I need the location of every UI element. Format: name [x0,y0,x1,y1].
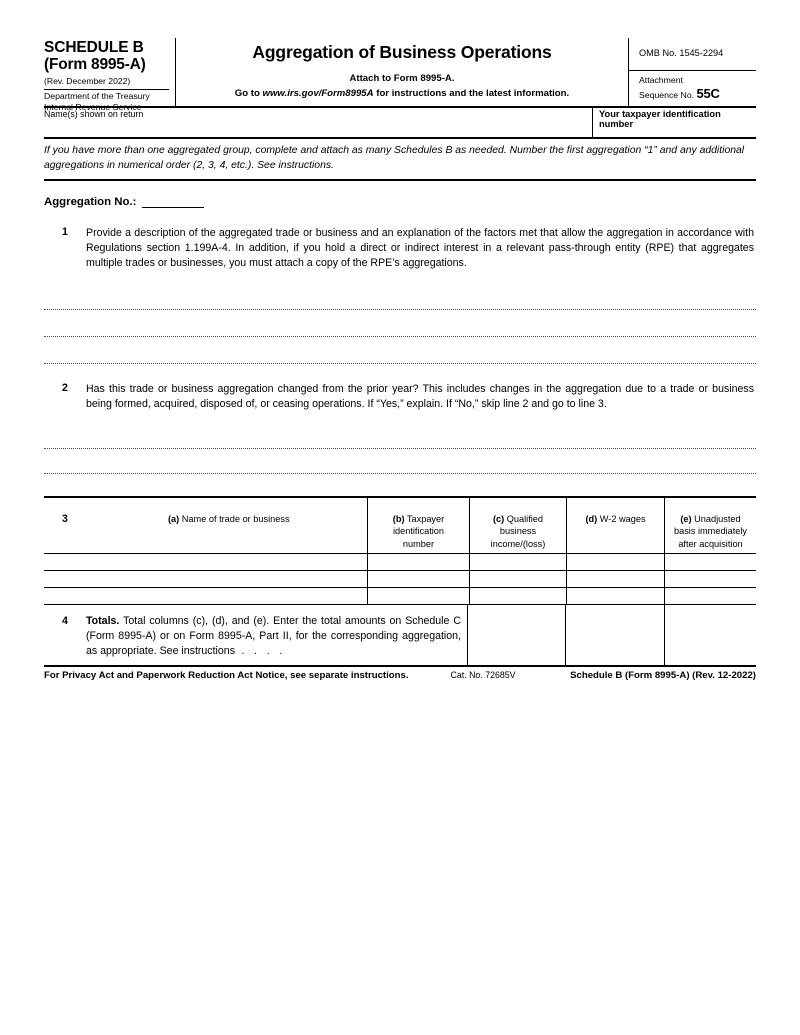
table-row [44,571,756,588]
cell-unadjusted-basis[interactable] [665,554,756,570]
column-b-line-1 [368,513,469,525]
cell-w2-wages[interactable] [567,588,665,604]
column-b-label-1: Taxpayer [406,514,445,525]
column-b-marker: (b) [392,514,405,525]
column-a-label-wrap [86,514,367,524]
attachment-sequence-block [629,71,756,106]
cell-qualified-business-income[interactable] [470,571,567,587]
attachment-label-line-1: Attachment [639,75,683,85]
column-c-line-3: income/(loss) [490,538,546,549]
omb-number: OMB No. 1545-2294 [629,38,756,71]
row-marker [44,554,86,570]
cell-name-of-business[interactable] [86,588,368,604]
name-and-tin-row [44,108,756,139]
column-e-line-2: basis immediately [673,526,747,537]
cell-taxpayer-id[interactable] [368,588,470,604]
cell-taxpayer-id[interactable] [368,571,470,587]
cell-name-of-business[interactable] [86,554,368,570]
cell-unadjusted-basis[interactable] [665,571,756,587]
aggregation-number-label: Aggregation No.: [44,195,137,208]
attachment-sequence-text: Sequence No. [639,89,695,100]
column-header-d [567,498,665,553]
write-in-line[interactable] [44,310,756,337]
taxpayer-id-label: Your taxpayer identification number [599,109,721,129]
write-in-line[interactable] [44,424,756,449]
write-in-line[interactable] [44,283,756,310]
table-header-row [44,498,756,554]
dot-leader: . . . . [235,645,286,658]
write-in-line[interactable] [44,449,756,474]
column-a-marker: (a) [168,514,180,525]
attachment-sequence-number: 55C [696,85,720,101]
header-center-block [176,38,628,106]
column-a-label: Name of trade or business [181,514,290,525]
attach-instruction: Attach to Form 8995-A. [349,73,455,84]
form-number: (Form 8995-A) [44,56,146,74]
aggregation-number-input[interactable] [142,195,204,208]
column-header-a [86,498,368,553]
line-item-2 [44,382,756,412]
totals-cell-w2-wages[interactable] [566,605,665,665]
table-row [44,554,756,571]
header-right-block [628,38,756,106]
column-header-b [368,498,470,553]
form-header [44,38,756,112]
goto-instruction [184,88,620,99]
aggregation-number-row [44,195,756,208]
header-left-block [44,38,176,112]
cell-w2-wages[interactable] [567,571,665,587]
taxpayer-id-field[interactable] [593,108,756,137]
column-header-c [470,498,567,553]
column-e-label-1: Unadjusted [694,514,741,525]
column-d-marker: (d) [585,514,598,525]
goto-prefix: Go to [234,88,263,99]
column-c-marker: (c) [492,514,505,525]
line-2-answer-area [44,424,756,474]
name-field[interactable] [44,108,593,137]
column-b-line-2: identification [392,526,445,537]
cell-taxpayer-id[interactable] [368,554,470,570]
column-e-line-1 [665,513,756,525]
line-3-number: 3 [62,513,68,526]
line-1-number: 1 [62,225,68,238]
irs-url-link[interactable]: www.irs.gov/Form8995A [262,88,374,99]
page-title: Aggregation of Business Operations [252,42,552,62]
column-c-line-1 [470,513,566,525]
column-d-label-1: W-2 wages [599,514,646,525]
schedule-title: SCHEDULE B [44,39,144,56]
department-line-1: Department of the Treasury [44,91,150,102]
line-1-text: Provide a description of the aggregated trade or business and an explanation of the factors met that allow the aggregation in accordance with Regulations section 1.199A-4. In addition, if you hold a direct or indirect interest in a relevant pass-through entity (RPE) that aggregates multiple trades or businesses, you must attach a copy of the RPE’s aggregations. [86,226,754,269]
column-c-line-2: business [499,526,537,537]
line-item-1 [44,226,756,271]
totals-description: Total columns (c), (d), and (e). Enter the total amounts on Schedule C (Form 8995-A) or on Form 8995-A, Part II, for the corresponding aggregation, as appropriate. See instructions [86,615,461,658]
line-1-answer-area [44,283,756,364]
form-footer [44,667,756,681]
column-header-e [665,498,756,553]
aggregation-table [44,496,756,667]
department-line-2: Internal Revenue Service [44,101,142,112]
table-row [44,588,756,605]
cell-qualified-business-income[interactable] [470,588,567,604]
column-b-line-3: number [402,538,435,549]
cell-name-of-business[interactable] [86,571,368,587]
line-2-text: Has this trade or business aggregation changed from the prior year? This includes changes in the aggregation due to a trade or business being formed, acquired, disposed of, or ceasing operations. If “Yes,” explain. If “No,” skip line 2 and go to line 3. [86,382,754,411]
form-reference: Schedule B (Form 8995-A) (Rev. 12-2022) [570,670,756,682]
attachment-label-line-2 [639,86,756,102]
totals-cell-unadjusted-basis[interactable] [665,605,756,665]
line-4-number: 4 [62,615,68,628]
cell-qualified-business-income[interactable] [470,554,567,570]
cell-w2-wages[interactable] [567,554,665,570]
column-d-line-1 [567,513,664,525]
issuing-agency [44,89,169,112]
schedule-b-form [44,38,756,681]
totals-bold-lead: Totals. [86,615,120,628]
goto-suffix: for instructions and the latest information. [373,88,570,99]
line-2-number: 2 [62,381,68,394]
totals-cell-qualified-business-income[interactable] [468,605,566,665]
aggregation-instructions-note: If you have more than one aggregated group, complete and attach as many Schedules B as needed. Number the first aggregation “1” and any additional aggregations in numerical order (2, 3, 4, etc.). See instructions. [44,139,756,181]
column-c-label-1: Qualified [506,514,544,525]
column-e-line-3: after acquisition [678,538,743,549]
column-e-marker: (e) [680,514,692,525]
row-marker [44,588,86,604]
privacy-act-notice: For Privacy Act and Paperwork Reduction Act Notice, see separate instructions. [44,670,409,682]
line-4-text [86,605,468,665]
name-field-label: Name(s) shown on return [44,109,144,119]
catalog-number: Cat. No. 72685V [450,670,516,681]
totals-row [44,605,756,667]
write-in-line[interactable] [44,337,756,364]
row-marker [44,571,86,587]
cell-unadjusted-basis[interactable] [665,588,756,604]
revision-date: (Rev. December 2022) [44,75,131,86]
